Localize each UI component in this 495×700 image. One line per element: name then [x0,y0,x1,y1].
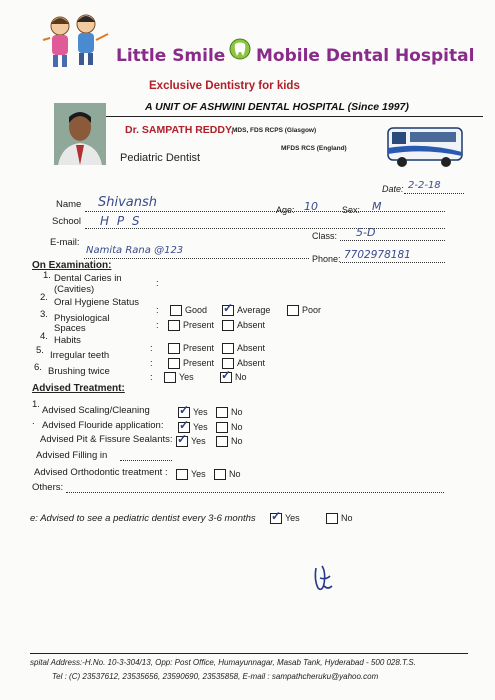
tooth-logo-icon [229,36,251,62]
brushing-no-label: No [235,372,247,382]
exam-num-3: 3. [40,309,48,320]
exam-label-4: Habits [54,335,81,346]
footer-contact: Tel : (C) 23537612, 23535656, 23590690, 23535858, E-mail : sampathcheruku@yahoo.com [52,672,379,681]
oral-good-label: Good [185,305,208,315]
scaling-yes-label: Yes [193,407,208,417]
class-label: Class: [312,231,338,241]
habits-absent-checkbox[interactable] [222,343,234,354]
spaces-absent-label: Absent [237,320,266,330]
doctor-photo [54,103,106,165]
exam-colon-4: : [150,343,153,354]
oral-average-option[interactable] [222,305,270,316]
examination-heading: On Examination: [32,260,112,271]
fluoride-yes-label: Yes [193,422,208,432]
fluoride-label: Advised Flouride application: [42,420,164,431]
name-label: Name [56,199,82,210]
pediatric-yes-option[interactable] [270,513,300,524]
treatment-bullet-2: . [32,416,35,427]
spaces-present-label: Present [183,320,215,330]
date-line [404,193,464,194]
name-line [85,211,445,212]
sealants-yes-option[interactable] [176,436,206,447]
hospital-name-left: Little Smile [116,46,226,66]
doctor-quals-2: MFDS RCS (England) [281,145,347,152]
scaling-no-checkbox[interactable] [216,407,228,418]
email-line [84,258,309,259]
class-line [340,240,445,241]
orthodontic-yes-label: Yes [191,469,206,479]
phone-label: Phone: [312,254,341,264]
sealants-no-label: No [231,436,243,446]
fluoride-no-option[interactable] [216,422,243,433]
others-label: Others: [32,482,64,493]
email-label: E-mail: [50,237,80,248]
oral-poor-checkbox[interactable] [287,305,299,316]
habits-absent-label: Absent [237,343,266,353]
exam-label-6: Brushing twice [48,366,110,377]
school-label: School [52,216,82,227]
brushing-yes-option[interactable] [164,372,194,383]
oral-poor-option[interactable] [287,305,321,316]
doctor-quals-1: MDS, FDS RCPS (Glasgow) [232,127,317,134]
habits-present-option[interactable] [168,343,214,354]
brushing-no-checkbox[interactable] [220,372,232,383]
exam-colon-6: : [150,372,153,383]
oral-good-option[interactable] [170,305,207,316]
exam-label-3b: Spaces [54,323,86,334]
sealants-label: Advised Pit & Fissure Sealants: [40,434,173,445]
filling-label: Advised Filling in [36,450,108,461]
exam-num-2: 2. [40,292,48,303]
orthodontic-yes-option[interactable] [176,469,206,480]
exam-colon-1: : [156,278,159,289]
exam-label-1b: (Cavities) [54,284,95,295]
age-label: Age: [276,205,295,215]
doctor-signature [308,562,338,594]
irregular-absent-label: Absent [237,358,266,368]
pediatric-no-checkbox[interactable] [326,513,338,524]
footer-address: spital Address:-H.No. 10-3-304/13, Opp: Post Office, Humayunnagar, Masab Tank, Hyderabad - 500 028.T.S. [30,658,416,667]
date-value: 2-2-18 [408,180,441,191]
kids-logo [38,10,118,72]
orthodontic-label: Advised Orthodontic treatment : [34,467,168,478]
irregular-present-checkbox[interactable] [168,358,180,369]
pediatric-no-option[interactable] [326,513,353,524]
exam-colon-2: : [156,305,159,316]
age-value: 10 [304,200,318,213]
brushing-yes-checkbox[interactable] [164,372,176,383]
exam-colon-5: : [150,358,153,369]
exam-num-4: 4. [40,331,48,342]
scaling-no-label: No [231,407,243,417]
sex-label: Sex: [342,205,361,215]
email-value: Namita Rana @123 [86,245,184,256]
class-value: 5-D [356,226,376,239]
spaces-absent-checkbox[interactable] [222,320,234,331]
exam-label-2: Oral Hygiene Status [54,297,140,308]
bus-image [384,122,466,170]
spaces-present-checkbox[interactable] [168,320,180,331]
exam-num-1: 1. [43,270,51,281]
oral-good-checkbox[interactable] [170,305,182,316]
sealants-yes-checkbox[interactable] [176,436,188,447]
name-value: Shivansh [98,195,158,210]
scaling-no-option[interactable] [216,407,243,418]
pediatric-yes-label: Yes [285,513,300,523]
brushing-no-option[interactable] [220,372,247,383]
phone-line [340,262,445,263]
date-label: Date: [382,184,404,194]
irregular-present-label: Present [183,358,215,368]
doctor-title: Pediatric Dentist [120,152,201,164]
scaling-yes-option[interactable] [178,407,208,418]
exam-label-1: Dental Caries in [54,273,122,284]
doctor-name: Dr. SAMPATH REDDY, [125,124,234,136]
filling-line [120,460,172,461]
school-line [85,228,445,229]
header-rule [98,116,483,117]
habits-present-label: Present [183,343,215,353]
fluoride-no-label: No [231,422,243,432]
footer-rule [30,653,468,654]
phone-value: 7702978181 [344,249,411,261]
treatment-bullet-1: 1. [32,399,40,410]
oral-poor-label: Poor [302,305,322,315]
orthodontic-yes-checkbox[interactable] [176,469,188,480]
exam-num-5: 5. [36,345,44,356]
exam-label-5: Irregular teeth [50,350,110,361]
pediatric-no-label: No [341,513,353,523]
scaling-yes-checkbox[interactable] [178,407,190,418]
exam-label-3: Physiological [54,313,110,324]
pediatric-yes-checkbox[interactable] [270,513,282,524]
pediatric-advice-label: e: Advised to see a pediatric dentist every 3-6 months [30,513,256,524]
tagline: Exclusive Dentistry for kids [149,80,300,92]
orthodontic-no-label: No [229,469,241,479]
school-value: H P S [100,214,142,228]
spaces-present-option[interactable] [168,320,214,331]
fluoride-no-checkbox[interactable] [216,422,228,433]
hospital-name-right: Mobile Dental Hospital [256,46,475,66]
oral-average-checkbox[interactable] [222,305,234,316]
oral-average-label: Average [237,305,271,315]
habits-absent-option[interactable] [222,343,265,354]
orthodontic-no-option[interactable] [214,469,241,480]
habits-present-checkbox[interactable] [168,343,180,354]
sealants-no-checkbox[interactable] [216,436,228,447]
irregular-present-option[interactable] [168,358,214,369]
orthodontic-no-checkbox[interactable] [214,469,226,480]
unit-line: A UNIT OF ASHWINI DENTAL HOSPITAL (Since 1997) [145,101,409,113]
others-line [66,492,444,493]
sealants-yes-label: Yes [191,436,206,446]
sealants-no-option[interactable] [216,436,243,447]
exam-num-6: 6. [34,362,42,373]
brushing-yes-label: Yes [179,372,194,382]
treatment-heading: Advised Treatment: [32,383,125,394]
scaling-label: Advised Scaling/Cleaning [42,405,150,416]
spaces-absent-option[interactable] [222,320,265,331]
exam-colon-3: : [156,320,159,331]
sex-value: M [372,200,382,213]
